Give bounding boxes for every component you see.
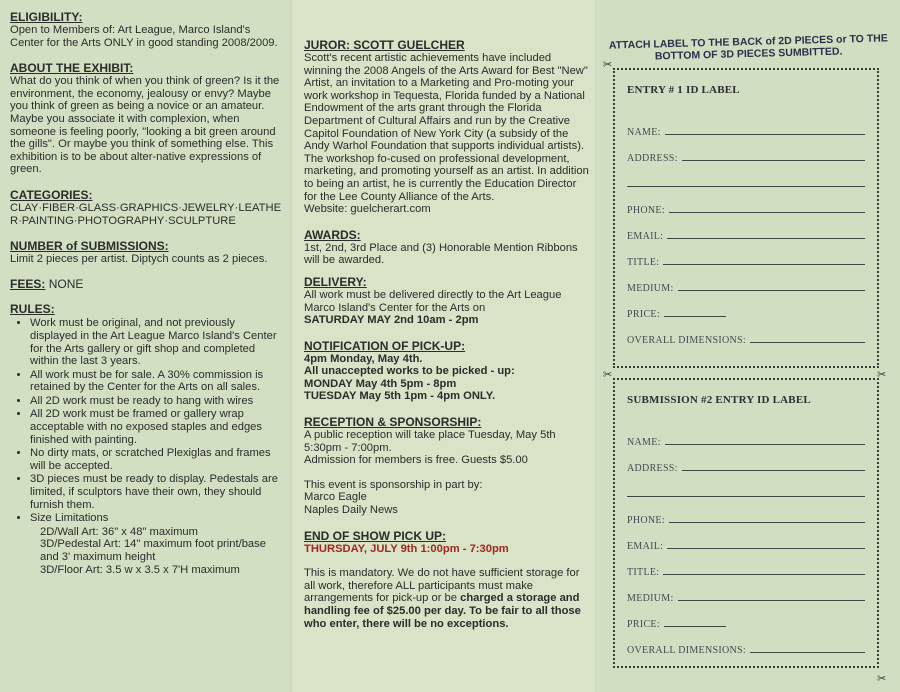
label1-name-field[interactable] [627,114,865,138]
field-label: OVERALL DIMENSIONS: [627,645,746,656]
fees-heading: FEES: [10,276,46,291]
label1-title-field[interactable] [627,244,865,268]
sponsor-marco-eagle: Marco Eagle [304,491,367,504]
label1-medium-field[interactable] [627,270,865,294]
rule-item: • 3D pieces must be ready to display. Pedestals are limited, if sculptors have their own, they should furnish them. [30,473,284,511]
label1-title: ENTRY # 1 ID LABEL [627,84,740,96]
reception-line2: 5:30pm - 7:00pm. [304,441,392,454]
awards-heading: AWARDS: [304,227,361,242]
field-label: MEDIUM: [627,593,674,604]
field-label: MEDIUM: [627,283,674,294]
juror-website: Website: guelcherart.com [304,203,431,216]
eligibility-heading: ELIGIBILITY: [10,10,83,24]
scissors-icon: ✂ [603,59,613,71]
field-label: ADDRESS: [627,153,678,164]
scissors-icon: ✂ [877,673,887,685]
rule-item: • All work must be for sale. A 30% commission is retained by the Center for the Arts on all sales. [30,369,284,394]
notification-line1: 4pm Monday, May 4th. [304,352,423,365]
field-label: NAME: [627,127,661,138]
end-of-show-text [304,567,591,630]
juror-text: Scott's recent artistic achievements have included winning the 2008 Angels of the Arts Award for Best "New" Artist, an invitation to a Marketing and Pro-moting your work workshop in Tequesta, Florida funded by a National Endowment of the arts grant through the Florida Department of Cultural Affairs and run by the Creative Capitol Foundation of New York City (a subsidy of the Andy Warhol Foundation that supports individual artists). The workshop fo-cused on professional development, marketing, and promoting yourself as an artist. In addition to being an artist, he is currently the Education Director for the Lee County Alliance of the Arts. [304,52,589,203]
left-panel [0,0,292,692]
label2-dimensions-field[interactable] [627,632,865,656]
field-label: ADDRESS: [627,463,678,474]
about-text: What do you think of when you think of green? Is it the environment, the economy, jealousy or envy? Maybe you think of green as being a novice or an amateur. Maybe you associate it with complexion, when someone is feeling poorly, "looking a bit green around the gills". Or maybe you think of something else. This exhibition is to be about alter-native expressions of green. [10,75,280,176]
label1-address-line2[interactable] [627,166,865,190]
rules-list [10,317,284,525]
field-label: PRICE: [627,309,660,320]
middle-panel [292,0,597,692]
rule-item: • All 2D work must be ready to hang with wires [30,395,284,408]
field-label: PRICE: [627,619,660,630]
field-label: NAME: [627,437,661,448]
awards-text: 1st, 2nd, 3rd Place and (3) Honorable Mention Ribbons will be awarded. [304,241,578,267]
label2-medium-field[interactable] [627,580,865,604]
label1-price-field[interactable] [627,296,865,320]
rule-item: • No dirty mats, or scratched Plexiglas and frames will be accepted. [30,447,284,472]
label2-title-field[interactable] [627,554,865,578]
label2-email-field[interactable] [627,528,865,552]
field-label: PHONE: [627,515,665,526]
sponsor-naples-daily-news: Naples Daily News [304,504,398,517]
about-heading: ABOUT THE EXHIBIT: [10,61,134,76]
entry-1-id-label [613,68,879,368]
field-label: TITLE: [627,567,660,578]
notification-heading: NOTIFICATION OF PICK-UP: [304,338,466,353]
label2-title: SUBMISSION #2 ENTRY ID LABEL [627,394,811,406]
scissors-icon: ✂ [877,369,887,381]
right-panel [597,0,900,692]
end-of-show-heading: END OF SHOW PICK UP: [304,528,447,543]
rule-item: • Size Limitations [30,512,284,525]
label1-phone-field[interactable] [627,192,865,216]
juror-heading: JUROR: SCOTT GUELCHER [304,38,465,52]
size-limit-2d: 2D/Wall Art: 36" x 48" maximum [40,525,198,538]
rule-item: • All 2D work must be framed or gallery wrap acceptable with no exposed staples and edges finished with painting. [30,408,284,446]
field-label: PHONE: [627,205,665,216]
submissions-text: Limit 2 pieces per artist. Diptych counts as 2 pieces. [10,253,268,266]
delivery-text: All work must be delivered directly to the Art League Marco Island's Center for the Arts on [304,288,562,314]
submission-2-entry-id-label [613,378,879,668]
size-limits [10,526,284,576]
label2-price-field[interactable] [627,606,865,630]
label1-dimensions-field[interactable] [627,322,865,346]
field-label: EMAIL: [627,541,664,552]
label2-name-field[interactable] [627,424,865,448]
delivery-heading: DELIVERY: [304,274,367,289]
fees-line [10,278,284,291]
categories-text: CLAY·FIBER·GLASS·GRAPHICS·JEWELRY·LEATHER·PAINTING·PHOTOGRAPHY·SCULPTURE [10,201,282,227]
end-of-show-date: THURSDAY, JULY 9th 1:00pm - 7:30pm [304,542,509,555]
scissors-icon: ✂ [603,369,613,381]
end-of-show-bold: charged a storage and handling fee of $25.00 per day. To be fair to all those who enter, there will be no exceptions. [304,592,581,630]
label2-address-line2[interactable] [627,476,865,500]
reception-line1: A public reception will take place Tuesday, May 5th [304,429,556,442]
categories-heading: CATEGORIES: [10,187,93,202]
size-limit-3d-floor: 3D/Floor Art: 3.5 w x 3.5 x 7'H maximum [40,563,240,576]
reception-line3: Admission for members is free. Guests $5.00 [304,454,528,467]
attach-label-note: ATTACH LABEL TO THE BACK of 2D PIECES or TO THE BOTTOM OF 3D PIECES SUMBITTED. [608,32,888,63]
reception-heading: RECEPTION & SPONSORSHIP: [304,415,482,430]
label1-address-field[interactable] [627,140,865,164]
submissions-heading: NUMBER of SUBMISSIONS: [10,239,169,254]
rule-item: • Work must be original, and not previously displayed in the Art League Marco Island's Center for the Arts gallery or gift shop and completed within the last 3 years. [30,317,284,367]
label2-address-field[interactable] [627,450,865,474]
fees-value: NONE [48,276,84,291]
end-of-show-plain: This is mandatory. We do not have sufficient storage for all work, therefore ALL participants must make arrangements for pick-up or be [304,567,580,605]
field-label: TITLE: [627,257,660,268]
size-limit-3d-pedestal: 3D/Pedestal Art: 14" maximum foot print/base and 3' maximum height [40,538,266,563]
notification-line2: All unaccepted works to be picked - up: [304,365,515,378]
field-label: EMAIL: [627,231,664,242]
delivery-date: SATURDAY MAY 2nd 10am - 2pm [304,314,479,327]
rules-heading: RULES: [10,302,55,317]
label2-phone-field[interactable] [627,502,865,526]
notification-line4: TUESDAY May 5th 1pm - 4pm ONLY. [304,390,496,403]
label1-email-field[interactable] [627,218,865,242]
field-label: OVERALL DIMENSIONS: [627,335,746,346]
sponsor-intro: This event is sponsorship in part by: [304,478,483,491]
notification-line3: MONDAY May 4th 5pm - 8pm [304,377,457,390]
eligibility-text: Open to Members of: Art League, Marco Island's Center for the Arts ONLY in good standing 2008/2009. [10,24,278,49]
